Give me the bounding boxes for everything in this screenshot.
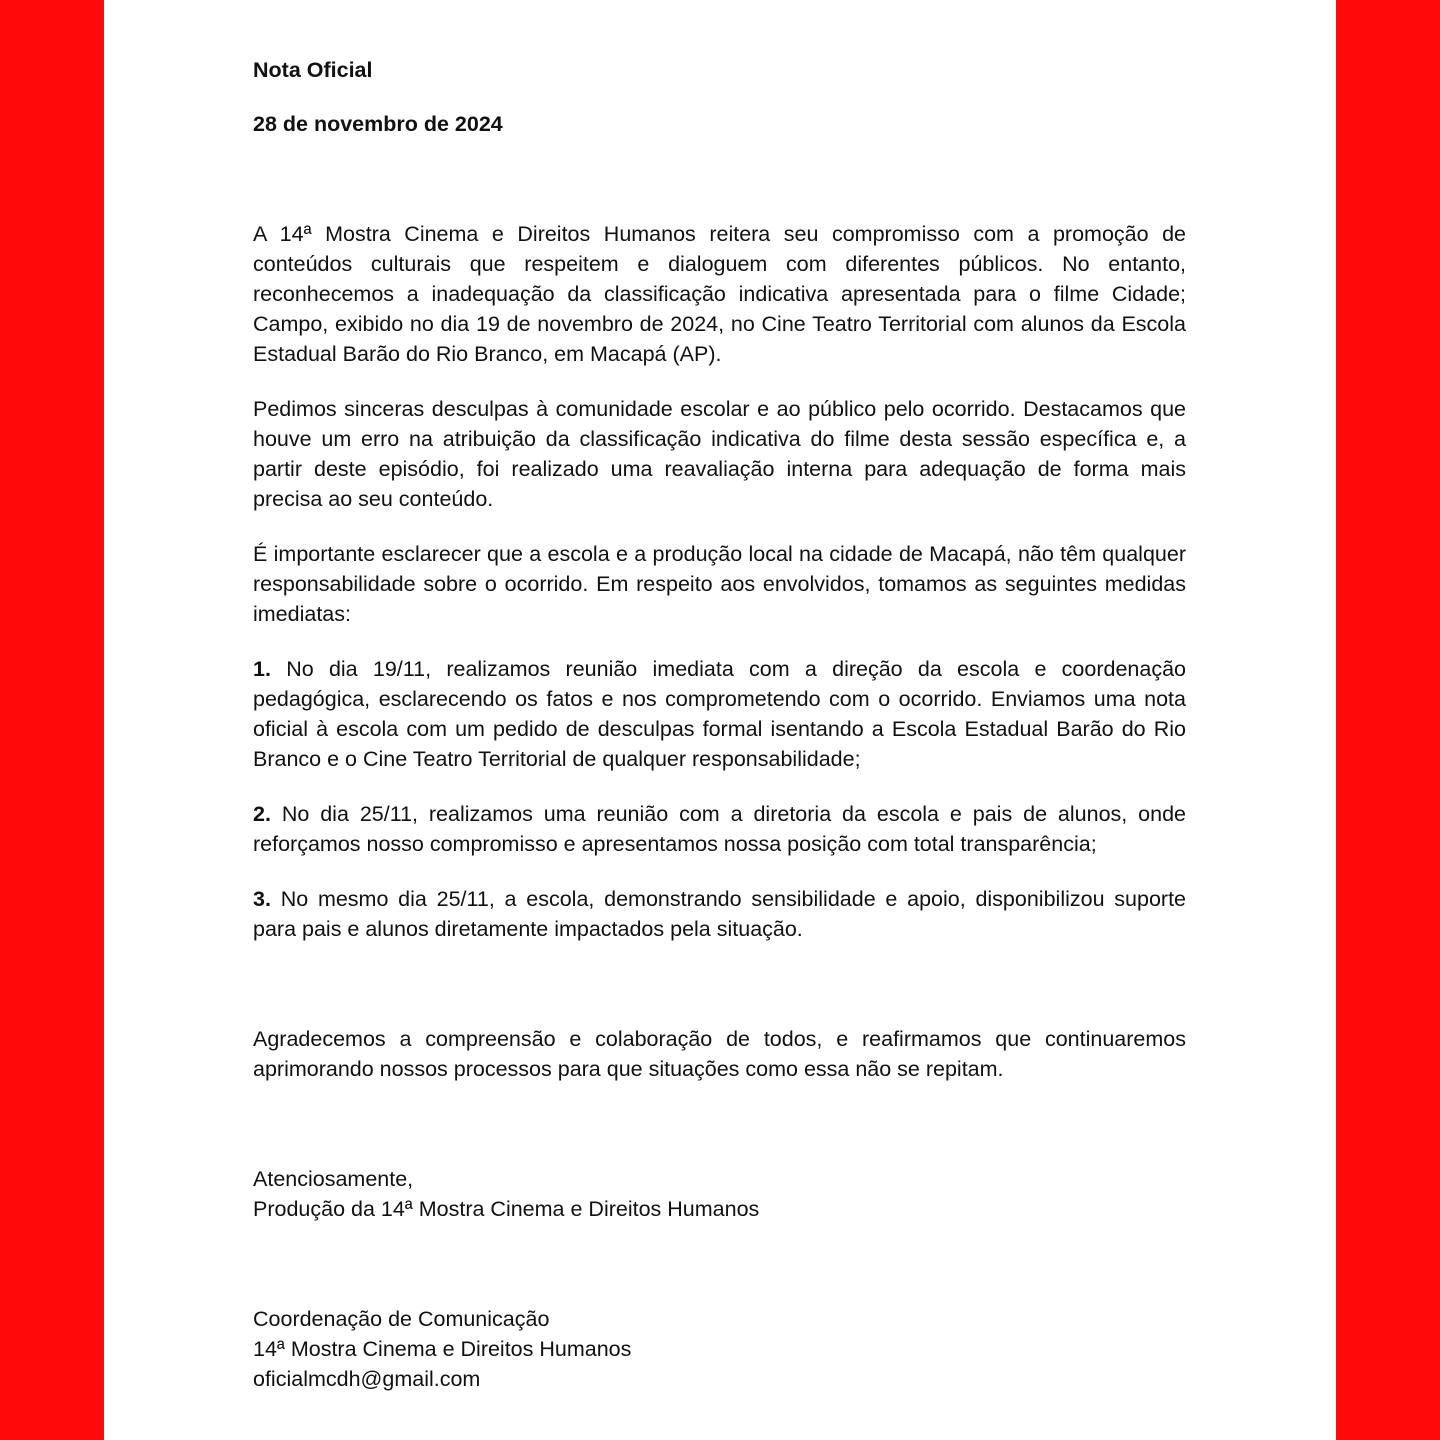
contact-email[interactable]: oficialmcdh@gmail.com [253,1367,481,1391]
measure-item-1 [253,654,1186,774]
closing-paragraph: Agradecemos a compreensão e colaboração de todos, e reafirmamos que continuaremos aprimorando nossos processos para que situações como essa não se repitam. [253,1027,1186,1081]
paragraph-apology: Pedimos sinceras desculpas à comunidade escolar e ao público pelo ocorrido. Destacamos que houve um erro na atribuição da classificação indicativa do filme desta sessão específica e, a partir deste episódio, foi realizado uma reavaliação interna para adequação de forma mais precisa ao seu conteúdo. [253,397,1186,511]
measure-number: 3. [253,887,271,911]
measure-text: No dia 19/11, realizamos reunião imediata com a direção da escola e coordenação pedagógica, esclarecendo os fatos e nos comprometendo com o ocorrido. Enviamos uma nota oficial à escola com um pedido de desculpas formal isentando a Escola Estadual Barão do Rio Branco e o Cine Teatro Territorial de qualquer responsabilidade; [253,657,1186,771]
contact-block [253,1304,1186,1394]
measure-item-3 [253,884,1186,944]
signoff-block [253,1164,1186,1224]
right-red-border [1336,0,1440,1440]
paragraph-intro: A 14ª Mostra Cinema e Direitos Humanos reitera seu compromisso com a promoção de conteúdos culturais que respeitem e dialoguem com diferentes públicos. No entanto, reconhecemos a inadequação da classificação indicativa apresentada para o filme Cidade; Campo, exibido no dia 19 de novembro de 2024, no Cine Teatro Territorial com alunos da Escola Estadual Barão do Rio Branco, em Macapá (AP). [253,222,1186,366]
measure-number: 1. [253,657,271,681]
signoff-greeting: Atenciosamente, [253,1167,414,1191]
contact-organization: 14ª Mostra Cinema e Direitos Humanos [253,1337,632,1361]
measure-text: No mesmo dia 25/11, a escola, demonstrando sensibilidade e apoio, disponibilizou suporte para pais e alunos diretamente impactados pela situação. [253,887,1186,941]
signoff-signature: Produção da 14ª Mostra Cinema e Direitos Humanos [253,1197,760,1221]
measure-number: 2. [253,802,271,826]
measure-item-2 [253,799,1186,859]
measure-text: No dia 25/11, realizamos uma reunião com a diretoria da escola e pais de alunos, onde reforçamos nosso compromisso e apresentamos nossa posição com total transparência; [253,802,1186,856]
document-body [253,55,1186,1394]
left-red-border [0,0,104,1440]
document-page [104,0,1336,1440]
document-date: 28 de novembro de 2024 [253,112,503,136]
document-title: Nota Oficial [253,58,373,82]
contact-department: Coordenação de Comunicação [253,1307,550,1331]
paragraph-clarification: É importante esclarecer que a escola e a produção local na cidade de Macapá, não têm qualquer responsabilidade sobre o ocorrido. Em respeito aos envolvidos, tomamos as seguintes medidas imediatas: [253,542,1186,626]
